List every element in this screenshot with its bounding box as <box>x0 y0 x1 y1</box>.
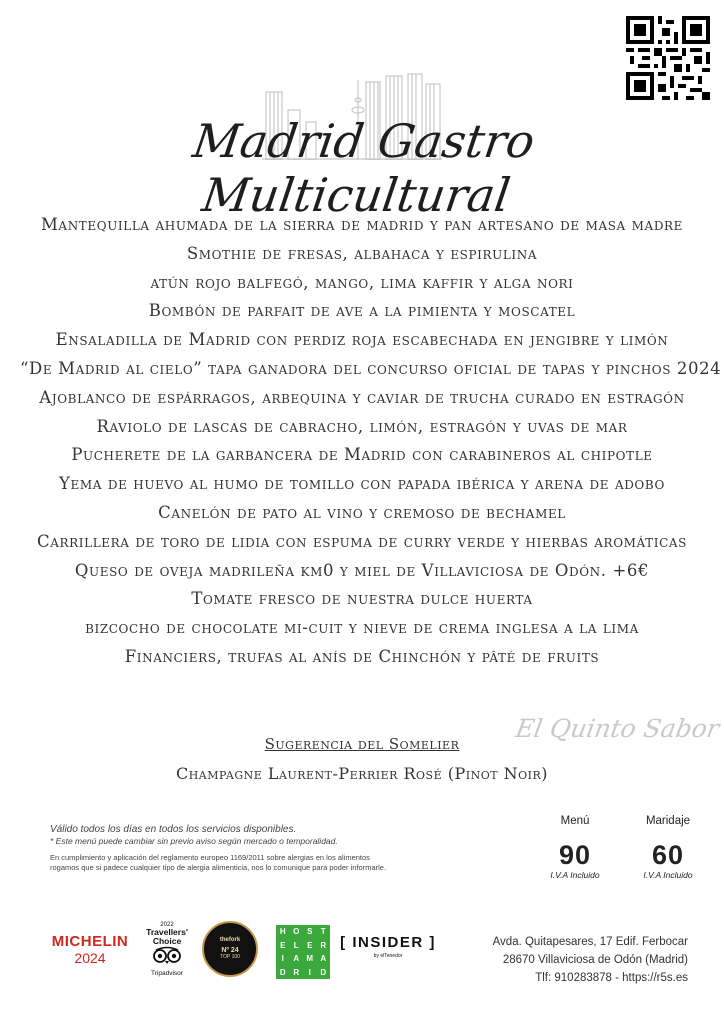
menu-list <box>20 211 722 672</box>
address-line: 28670 Villaviciosa de Odón (Madrid) <box>502 954 688 966</box>
tripadvisor-line1: Travellers' <box>146 927 188 937</box>
menu-price-label: Menú <box>560 815 590 827</box>
hosteleria-letter: O <box>293 927 300 937</box>
tripadvisor-brand: Tripadvisor <box>151 970 183 977</box>
pairing-price-label: Maridaje <box>645 815 691 827</box>
menu-item: Yema de huevo al humo de tomillo con papada ibérica y arena de adobo <box>59 474 665 494</box>
menu-item: Queso de oveja madrileña km0 y miel de Villaviciosa de Odón. +6€ <box>74 560 650 580</box>
menu-price-tax: I.V.A Incluido <box>550 870 600 880</box>
hosteleria-letter: M <box>306 954 314 964</box>
hosteleria-letter: L <box>293 940 299 950</box>
hosteleria-letter: A <box>293 954 300 964</box>
hosteleria-letter: R <box>320 940 327 950</box>
thefork-rank: Nº 24 <box>221 947 239 954</box>
allergens-note-2: rogamos que si padece cualquier tipo de alergia alimenticia, nos lo comunique para poder informarle. <box>50 863 387 872</box>
menu-price-value: 90 <box>558 840 592 870</box>
address-block <box>460 933 688 987</box>
menu-price <box>535 815 615 880</box>
owl-icon <box>152 946 182 964</box>
michelin-name: MICHELIN <box>51 933 129 950</box>
menu-item: Carrillera de toro de lidia con espuma de curry verde y hierbas aromáticas <box>37 531 687 551</box>
thefork-badge <box>202 921 258 977</box>
hosteleria-madrid-badge <box>276 925 330 979</box>
menu-item: Pucherete de la garbancera de Madrid con carabineros al chipotle <box>71 445 653 465</box>
validity-note: Válido todos los días en todos los servicios disponibles. <box>50 824 297 835</box>
thefork-tag: TOP 100 <box>220 954 240 960</box>
restaurant-signature: El Quinto Sabor <box>513 714 722 743</box>
address-line: Avda. Quitapesares, 17 Edif. Ferbocar <box>492 936 688 948</box>
michelin-year: 2024 <box>74 950 106 966</box>
thefork-brand: thefork <box>219 937 241 943</box>
pairing-price-value: 60 <box>651 840 685 870</box>
menu-item: Tomate fresco de nuestra dulce huerta <box>191 589 533 609</box>
menu-item: Mantequilla ahumada de la sierra de madrid y pan artesano de masa madre <box>40 215 684 234</box>
tripadvisor-badge <box>140 922 194 977</box>
insider-name: [ INSIDER ] <box>340 934 436 951</box>
contact-line[interactable]: Tlf: 910283878 - https://r5s.es <box>535 972 688 984</box>
menu-item: Financiers, trufas al anís de Chinchón y pâté de fruits <box>124 646 600 666</box>
pairing-price <box>628 815 708 880</box>
pairing-price-tax: I.V.A Incluido <box>643 870 693 880</box>
somelier-heading: Sugerencia del Somelier <box>264 735 460 753</box>
hosteleria-letter: E <box>307 940 313 950</box>
tripadvisor-line2: Choice <box>152 936 182 946</box>
insider-badge <box>340 934 436 959</box>
hosteleria-letter: T <box>320 927 326 937</box>
menu-item: atún rojo balfegó, mango, lima kaffir y alga nori <box>150 272 574 292</box>
hosteleria-letter: I <box>281 954 284 964</box>
somelier-wine: Champagne Laurent-Perrier Rosé (Pinot Noir) <box>175 764 549 783</box>
michelin-badge <box>50 933 130 966</box>
tripadvisor-year: 2022 <box>160 922 174 928</box>
change-note: * Este menú puede cambiar sin previo aviso según mercado o temporalidad. <box>50 836 338 846</box>
menu-item: Raviolo de lascas de cabracho, limón, estragón y uvas de mar <box>96 416 628 436</box>
menu-item: Ensaladilla de Madrid con perdiz roja escabechada en jengibre y limón <box>55 330 669 350</box>
hosteleria-letter: H <box>279 927 286 937</box>
hosteleria-letter: D <box>320 967 327 977</box>
menu-item: Smothie de fresas, albahaca y espirulina <box>186 243 538 263</box>
menu-item: Ajoblanco de espárragos, arbequina y caviar de trucha curado en estragón <box>39 387 685 407</box>
hosteleria-letter: E <box>280 940 286 950</box>
hosteleria-letter: I <box>308 967 311 977</box>
hosteleria-letter: A <box>320 954 327 964</box>
menu-item: bizcocho de chocolate mi-cuit y nieve de crema inglesa a la lima <box>85 618 639 638</box>
menu-item: Canelón de pato al vino y cremoso de bechamel <box>158 502 566 522</box>
insider-by: by elTenedor <box>373 953 403 959</box>
menu-title: Madrid Gastro Multicultural <box>189 114 538 222</box>
hosteleria-letter: R <box>293 967 300 977</box>
hosteleria-letter: D <box>279 967 286 977</box>
menu-item: Bombón de parfait de ave a la pimienta y moscatel <box>148 301 576 321</box>
qr-code-icon[interactable] <box>626 16 710 100</box>
allergens-note-1: En cumplimiento y aplicación del reglamento europeo 1169/2011 sobre alergias en los alimentos <box>50 853 370 862</box>
hosteleria-letter: S <box>307 927 313 937</box>
menu-item: “De Madrid al cielo” tapa ganadora del concurso oficial de tapas y pinchos 2024 <box>20 358 722 378</box>
notes-block <box>50 824 520 873</box>
